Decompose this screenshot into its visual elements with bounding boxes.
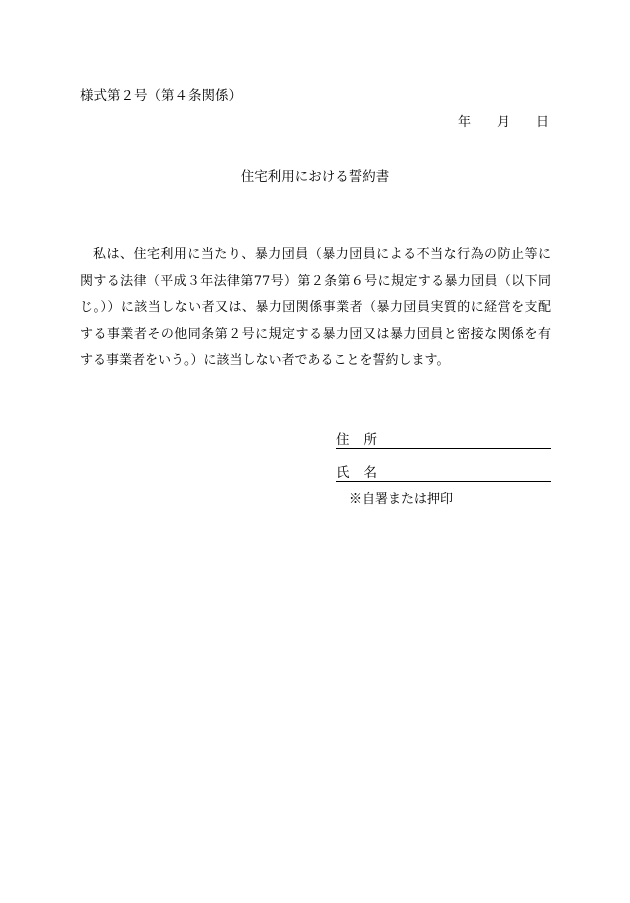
pledge-line: じ。））に該当しない者又は、暴力団関係事業者（暴力団員実質的に経営を支配	[80, 300, 551, 315]
name-field[interactable]	[336, 461, 551, 482]
pledge-line: 関する法律（平成３年法律第77号）第２条第６号に規定する暴力団員（以下同	[80, 273, 551, 289]
name-label: 氏名	[336, 465, 391, 481]
pledge-body	[80, 242, 551, 375]
date-month-label: 月	[496, 115, 510, 130]
date-day-label: 日	[535, 115, 549, 130]
pledge-line: する事業者をいう。）に該当しない者であることを誓約します。	[80, 353, 450, 368]
date-year-label: 年	[457, 115, 471, 130]
document-title: 住宅利用における誓約書	[240, 169, 390, 185]
form-number: 様式第２号（第４条関係）	[80, 88, 242, 104]
signature-note: ※自署または押印	[349, 492, 454, 507]
address-label: 住所	[336, 432, 391, 448]
pledge-line: する事業者その他同条第２号に規定する暴力団又は暴力団員と密接な関係を有	[80, 326, 551, 342]
pledge-line: 私は、住宅利用に当たり、暴力団員（暴力団員による不当な行為の防止等に	[93, 247, 551, 262]
address-field[interactable]	[336, 428, 551, 449]
date-line	[458, 111, 549, 130]
